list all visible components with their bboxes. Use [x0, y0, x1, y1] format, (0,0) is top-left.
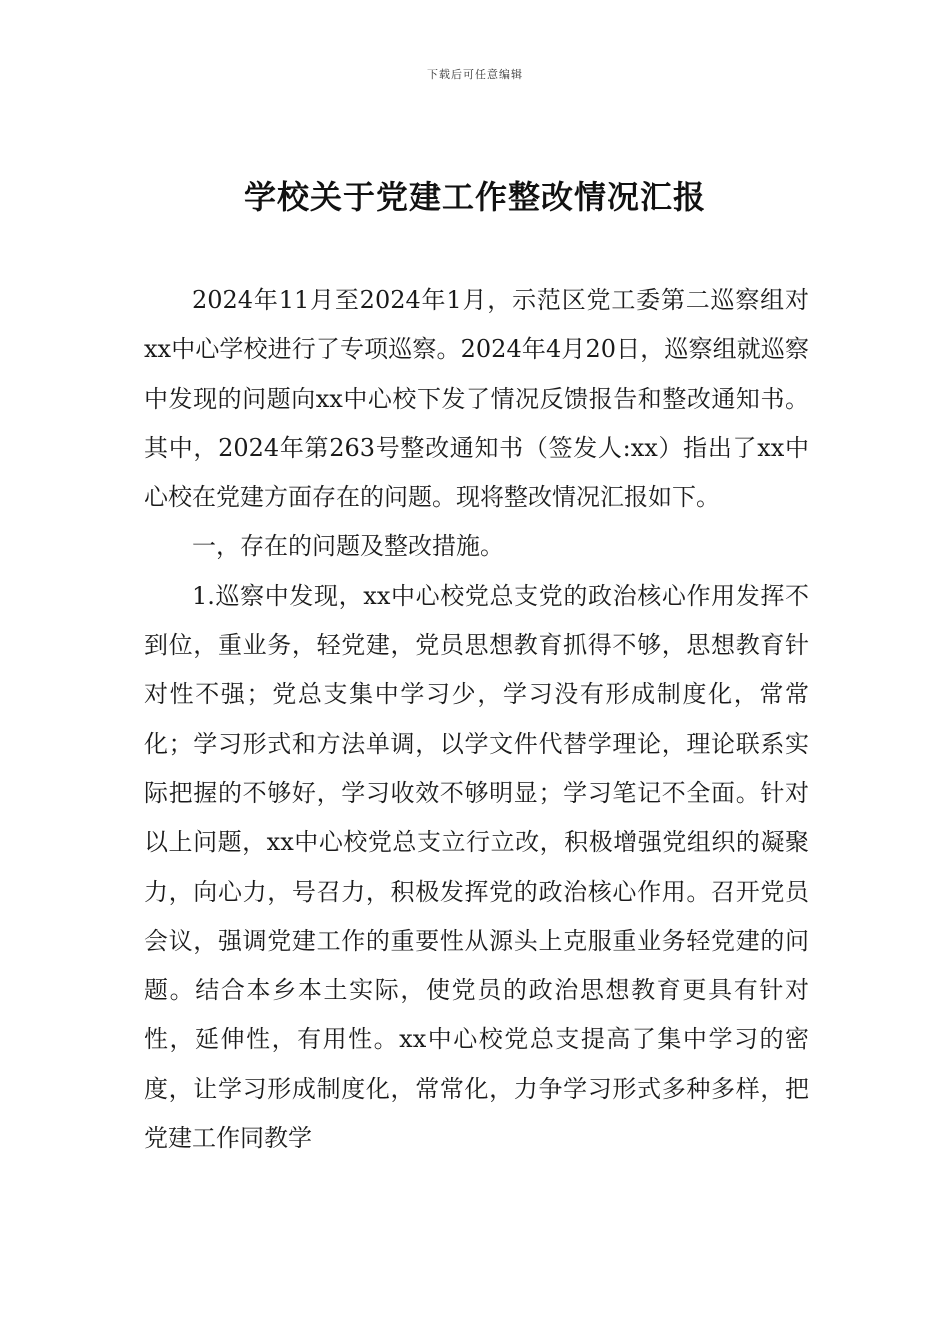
- header-note: 下载后可任意编辑: [427, 68, 523, 81]
- paragraph-intro: 2024年11月至2024年1月，示范区党工委第二巡察组对xx中心学校进行了专项巡察。2024年4月20日，巡察组就巡察中发现的问题向xx中心校下发了情况反馈报告和整改通知书。其中，2024年第263号整改通知书（签发人:xx）指出了xx中心校在党建方面存在的问题。现将整改情况汇报如下。: [144, 286, 809, 512]
- paragraph-item-1: 1.巡察中发现，xx中心校党总支党的政治核心作用发挥不到位，重业务，轻党建，党员思想教育抓得不够，思想教育针对性不强；党总支集中学习少，学习没有形成制度化，常常化；学习形式和方法单调，以学文件代替学理论，理论联系实际把握的不够好，学习收效不够明显；学习笔记不全面。针对以上问题，xx中心校党总支立行立改，积极增强党组织的凝聚力，向心力，号召力，积极发挥党的政治核心作用。召开党员会议，强调党建工作的重要性从源头上克服重业务轻党建的问题。结合本乡本土实际，使党员的政治思想教育更具有针对性，延伸性，有用性。xx中心校党总支提高了集中学习的密度，让学习形成制度化，常常化，力争学习形式多种多样，把党建工作同教学: [144, 581, 809, 1153]
- document-title: 学校关于党建工作整改情况汇报: [243, 178, 706, 216]
- paragraph-section-heading: 一，存在的问题及整改措施。: [192, 532, 504, 561]
- document-body: [144, 276, 809, 1163]
